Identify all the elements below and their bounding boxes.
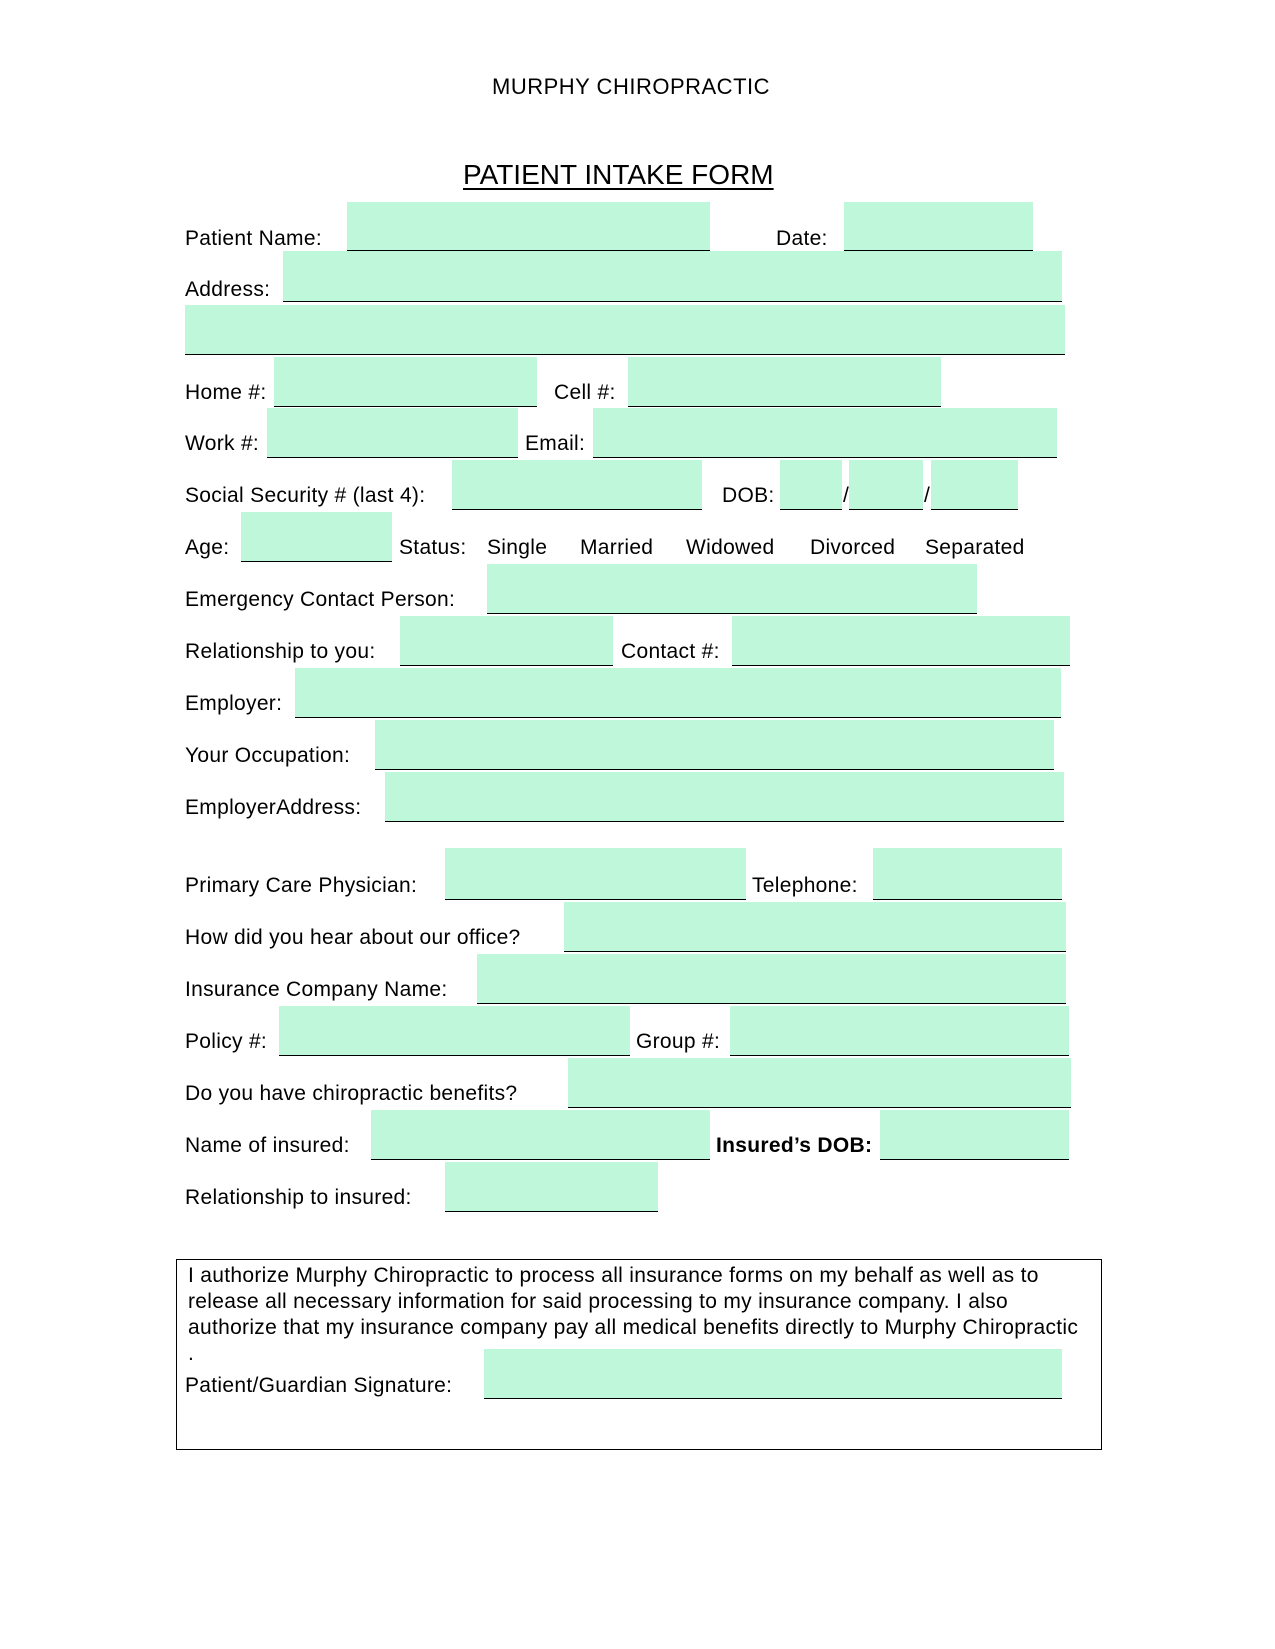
status-option-divorced[interactable]: Divorced — [810, 536, 896, 559]
contact-number-input[interactable] — [732, 616, 1070, 666]
hear-about-input[interactable] — [564, 902, 1066, 952]
ssn-label: Social Security # (last 4): — [185, 484, 426, 507]
relationship-to-you-input[interactable] — [400, 616, 613, 666]
address-line1-input[interactable] — [283, 251, 1062, 302]
telephone-input[interactable] — [873, 848, 1062, 900]
email-input[interactable] — [593, 408, 1057, 458]
authorization-text: I authorize Murphy Chiropractic to process all insurance forms on my behalf as well as to release all necessary information for said processing to my insurance company. I also authorize that my insurance company pay all medical benefits directly to Murphy Chiropractic . — [188, 1264, 1079, 1365]
relationship-to-insured-label: Relationship to insured: — [185, 1186, 412, 1209]
insured-dob-label: Insured’s DOB: — [716, 1134, 873, 1157]
employer-input[interactable] — [295, 668, 1061, 718]
relationship-to-you-label: Relationship to you: — [185, 640, 376, 663]
cell-phone-label: Cell #: — [554, 381, 616, 404]
dob-day-input[interactable] — [849, 460, 923, 510]
insurance-company-input[interactable] — [477, 954, 1066, 1004]
relationship-to-insured-input[interactable] — [445, 1162, 658, 1212]
age-label: Age: — [185, 536, 230, 559]
cell-phone-input[interactable] — [628, 357, 941, 407]
employer-label: Employer: — [185, 692, 283, 715]
patient-name-input[interactable] — [347, 202, 710, 251]
telephone-label: Telephone: — [752, 874, 858, 897]
policy-number-label: Policy #: — [185, 1030, 268, 1053]
insured-dob-input[interactable] — [880, 1110, 1069, 1160]
status-option-single[interactable]: Single — [487, 536, 548, 559]
insurance-company-label: Insurance Company Name: — [185, 978, 448, 1001]
group-number-input[interactable] — [730, 1006, 1069, 1056]
signature-input[interactable] — [484, 1349, 1062, 1399]
signature-label: Patient/Guardian Signature: — [185, 1374, 453, 1397]
address-line2-input[interactable] — [185, 305, 1065, 355]
practice-name: MURPHY CHIROPRACTIC — [492, 74, 771, 99]
hear-about-label: How did you hear about our office? — [185, 926, 521, 949]
chiro-benefits-label: Do you have chiropractic benefits? — [185, 1082, 518, 1105]
ssn-input[interactable] — [452, 460, 702, 510]
chiro-benefits-input[interactable] — [568, 1058, 1071, 1108]
employer-address-input[interactable] — [385, 772, 1064, 822]
home-phone-label: Home #: — [185, 381, 267, 404]
status-option-widowed[interactable]: Widowed — [686, 536, 775, 559]
date-input[interactable] — [844, 202, 1033, 251]
primary-care-label: Primary Care Physician: — [185, 874, 418, 897]
contact-number-label: Contact #: — [621, 640, 720, 663]
name-of-insured-label: Name of insured: — [185, 1134, 350, 1157]
email-label: Email: — [525, 432, 586, 455]
employer-address-label: EmployerAddress: — [185, 796, 362, 819]
emergency-contact-label: Emergency Contact Person: — [185, 588, 456, 611]
patient-name-label: Patient Name: — [185, 227, 322, 250]
dob-separator: / — [924, 484, 930, 507]
form-title: PATIENT INTAKE FORM — [463, 159, 774, 190]
occupation-label: Your Occupation: — [185, 744, 351, 767]
dob-label: DOB: — [722, 484, 775, 507]
work-phone-input[interactable] — [267, 408, 518, 458]
home-phone-input[interactable] — [274, 357, 537, 407]
dob-year-input[interactable] — [931, 460, 1018, 510]
group-number-label: Group #: — [636, 1030, 721, 1053]
policy-number-input[interactable] — [279, 1006, 630, 1056]
status-label: Status: — [399, 536, 467, 559]
date-label: Date: — [776, 227, 828, 250]
status-option-separated[interactable]: Separated — [925, 536, 1025, 559]
name-of-insured-input[interactable] — [371, 1110, 710, 1160]
address-label: Address: — [185, 278, 271, 301]
dob-separator: / — [843, 484, 849, 507]
work-phone-label: Work #: — [185, 432, 260, 455]
emergency-contact-input[interactable] — [487, 564, 977, 614]
primary-care-input[interactable] — [445, 848, 746, 900]
age-input[interactable] — [241, 512, 392, 562]
dob-month-input[interactable] — [780, 460, 842, 510]
status-option-married[interactable]: Married — [580, 536, 654, 559]
occupation-input[interactable] — [375, 720, 1054, 770]
